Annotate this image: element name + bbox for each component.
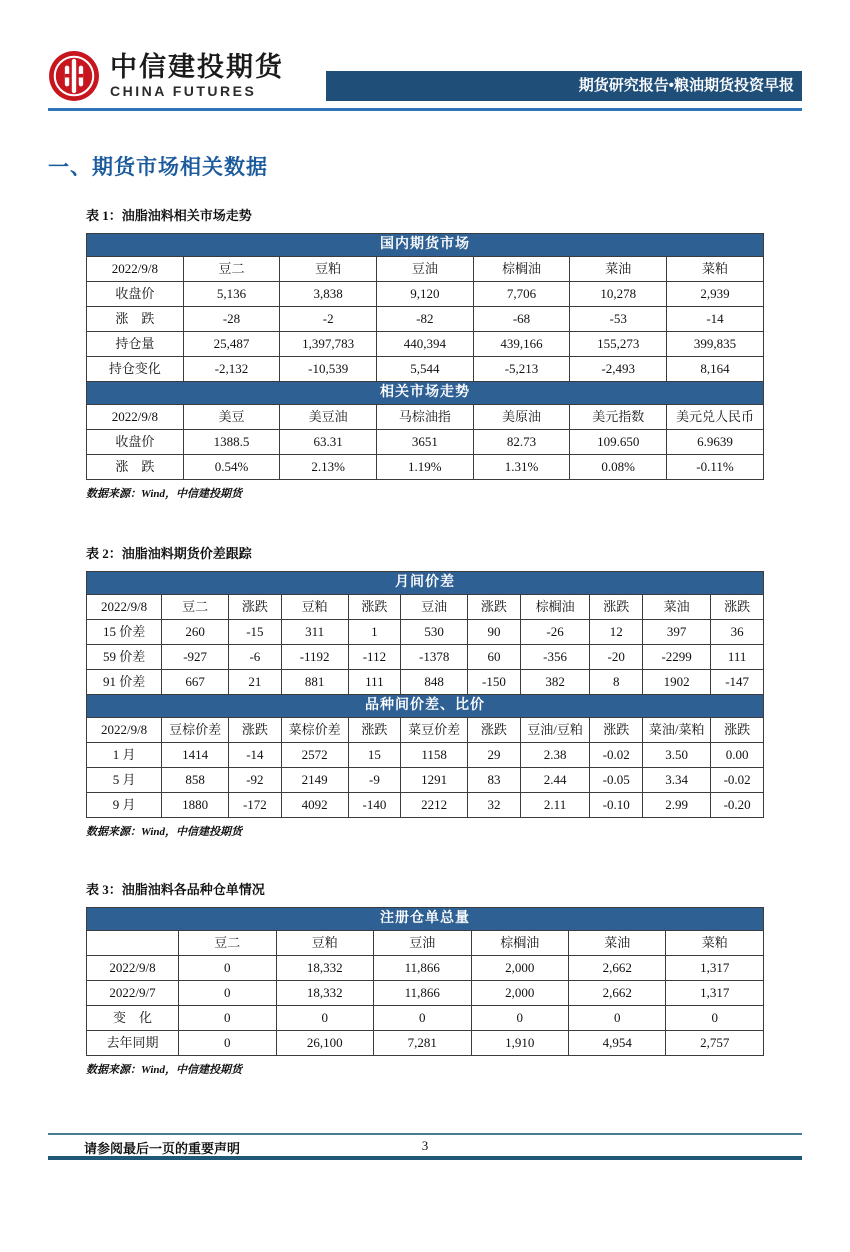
data-cell: 1414 — [162, 743, 229, 768]
column-header: 菜油/菜粕 — [643, 718, 711, 743]
data-cell: -20 — [590, 645, 643, 670]
column-header: 豆粕 — [281, 595, 348, 620]
column-header: 菜豆价差 — [401, 718, 468, 743]
table-row — [87, 768, 764, 793]
data-cell: -927 — [162, 645, 229, 670]
data-cell: 82.73 — [473, 430, 570, 455]
data-cell: 2572 — [281, 743, 348, 768]
column-header: 美豆 — [183, 405, 280, 430]
data-cell: -10,539 — [280, 357, 377, 382]
data-cell: -2 — [280, 307, 377, 332]
table-warehouse-receipts — [86, 907, 764, 1056]
data-cell: 260 — [162, 620, 229, 645]
row-label: 15 价差 — [87, 620, 162, 645]
row-label: 2022/9/7 — [87, 981, 179, 1006]
column-header: 涨跌 — [229, 595, 282, 620]
data-cell: 0 — [666, 1006, 764, 1031]
column-header: 豆二 — [162, 595, 229, 620]
table-row — [87, 455, 764, 480]
data-cell: 0 — [471, 1006, 568, 1031]
data-cell: 0.00 — [711, 743, 764, 768]
data-cell: -150 — [468, 670, 521, 695]
row-label: 5 月 — [87, 768, 162, 793]
data-cell: 2.13% — [280, 455, 377, 480]
column-header: 美原油 — [473, 405, 570, 430]
logo-text — [110, 53, 284, 98]
table1-source-note: 数据来源：Wind，中信建投期货 — [86, 488, 243, 500]
column-header: 菜油 — [570, 257, 667, 282]
table-band-title: 月间价差 — [87, 572, 764, 595]
column-header: 豆油 — [377, 257, 474, 282]
data-cell: 1,910 — [471, 1031, 568, 1056]
column-header: 涨跌 — [229, 718, 282, 743]
data-cell: 5,136 — [183, 282, 280, 307]
data-cell: -92 — [229, 768, 282, 793]
data-cell: 0 — [569, 1006, 666, 1031]
table-row — [87, 981, 764, 1006]
data-cell: 26,100 — [276, 1031, 373, 1056]
data-cell: 10,278 — [570, 282, 667, 307]
data-cell: -53 — [570, 307, 667, 332]
table3-caption: 表 3：油脂油料各品种仓单情况 — [86, 882, 265, 897]
data-cell: -14 — [229, 743, 282, 768]
table-band-row — [87, 695, 764, 718]
data-cell: 2,662 — [569, 981, 666, 1006]
data-cell: 3.34 — [643, 768, 711, 793]
data-cell: 0 — [179, 956, 276, 981]
data-cell: -112 — [348, 645, 401, 670]
table-header-row — [87, 405, 764, 430]
column-header: 涨跌 — [468, 718, 521, 743]
data-cell: 0 — [179, 981, 276, 1006]
data-cell: -0.05 — [590, 768, 643, 793]
data-cell: 2,000 — [471, 981, 568, 1006]
column-header: 2022/9/8 — [87, 405, 184, 430]
column-header: 涨跌 — [348, 718, 401, 743]
column-header: 豆油 — [374, 931, 471, 956]
data-cell: -5,213 — [473, 357, 570, 382]
data-cell: 83 — [468, 768, 521, 793]
data-cell: 111 — [348, 670, 401, 695]
column-header: 菜油 — [643, 595, 711, 620]
table2-source-note: 数据来源：Wind，中信建投期货 — [86, 826, 243, 838]
data-cell: 4092 — [281, 793, 348, 818]
column-header: 菜粕 — [666, 931, 764, 956]
table-band-row — [87, 234, 764, 257]
data-cell: 2212 — [401, 793, 468, 818]
data-cell: 2.38 — [520, 743, 590, 768]
data-cell: -1378 — [401, 645, 468, 670]
table-band-title: 国内期货市场 — [87, 234, 764, 257]
column-header: 涨跌 — [590, 595, 643, 620]
column-header: 美豆油 — [280, 405, 377, 430]
data-cell: 3.50 — [643, 743, 711, 768]
column-header: 菜粕 — [667, 257, 764, 282]
data-cell: -0.02 — [590, 743, 643, 768]
footer-row — [48, 1136, 802, 1156]
data-cell: 2,662 — [569, 956, 666, 981]
table-band-row — [87, 382, 764, 405]
data-cell: 8,164 — [667, 357, 764, 382]
data-cell: 25,487 — [183, 332, 280, 357]
column-header: 涨跌 — [468, 595, 521, 620]
header-divider-line — [48, 108, 802, 111]
column-header: 豆粕 — [280, 257, 377, 282]
table-row — [87, 1031, 764, 1056]
table-row — [87, 1006, 764, 1031]
data-cell: 1880 — [162, 793, 229, 818]
data-cell: -0.10 — [590, 793, 643, 818]
data-cell: 1291 — [401, 768, 468, 793]
data-cell: -2,132 — [183, 357, 280, 382]
data-cell: 0 — [179, 1006, 276, 1031]
data-cell: -82 — [377, 307, 474, 332]
row-label: 收盘价 — [87, 282, 184, 307]
table-band-title: 相关市场走势 — [87, 382, 764, 405]
row-label: 1 月 — [87, 743, 162, 768]
data-cell: -0.11% — [667, 455, 764, 480]
column-header: 棕榈油 — [471, 931, 568, 956]
table-spread-tracking — [86, 571, 764, 818]
table-row — [87, 956, 764, 981]
row-label: 2022/9/8 — [87, 956, 179, 981]
data-cell: 6.9639 — [667, 430, 764, 455]
data-cell: 1.19% — [377, 455, 474, 480]
data-cell: 1.31% — [473, 455, 570, 480]
data-cell: 60 — [468, 645, 521, 670]
data-cell: 155,273 — [570, 332, 667, 357]
data-cell: 1,397,783 — [280, 332, 377, 357]
data-cell: 21 — [229, 670, 282, 695]
data-cell: 2,757 — [666, 1031, 764, 1056]
row-label: 涨 跌 — [87, 307, 184, 332]
data-cell: 29 — [468, 743, 521, 768]
data-cell: 109.650 — [570, 430, 667, 455]
column-header: 2022/9/8 — [87, 257, 184, 282]
page-header — [48, 50, 802, 102]
table-row — [87, 620, 764, 645]
data-cell: -2,493 — [570, 357, 667, 382]
table-row — [87, 332, 764, 357]
data-cell: -28 — [183, 307, 280, 332]
column-header: 豆棕价差 — [162, 718, 229, 743]
data-cell: 1158 — [401, 743, 468, 768]
data-cell: 382 — [520, 670, 590, 695]
table-market-overview — [86, 233, 764, 480]
column-header: 2022/9/8 — [87, 595, 162, 620]
data-cell: 12 — [590, 620, 643, 645]
data-cell: 0 — [276, 1006, 373, 1031]
data-cell: 111 — [711, 645, 764, 670]
data-cell: 311 — [281, 620, 348, 645]
data-cell: 1,317 — [666, 981, 764, 1006]
data-cell: -172 — [229, 793, 282, 818]
data-cell: 397 — [643, 620, 711, 645]
column-header: 棕榈油 — [473, 257, 570, 282]
table-header-row — [87, 718, 764, 743]
data-cell: 8 — [590, 670, 643, 695]
table-header-row — [87, 931, 764, 956]
data-cell: -26 — [520, 620, 590, 645]
data-cell: 2149 — [281, 768, 348, 793]
column-header: 2022/9/8 — [87, 718, 162, 743]
data-cell: 2.11 — [520, 793, 590, 818]
row-label: 持仓变化 — [87, 357, 184, 382]
data-cell: 4,954 — [569, 1031, 666, 1056]
page-footer — [48, 1133, 802, 1160]
column-header: 豆粕 — [276, 931, 373, 956]
data-cell: -68 — [473, 307, 570, 332]
column-header: 豆油 — [401, 595, 468, 620]
logo-name-en: CHINA FUTURES — [110, 82, 257, 99]
section-title: 一、期货市场相关数据 — [48, 156, 268, 179]
column-header: 涨跌 — [711, 595, 764, 620]
data-cell: 9,120 — [377, 282, 474, 307]
data-cell: 0.54% — [183, 455, 280, 480]
data-cell: 32 — [468, 793, 521, 818]
data-cell: 399,835 — [667, 332, 764, 357]
data-cell: 11,866 — [374, 956, 471, 981]
data-cell: 18,332 — [276, 981, 373, 1006]
column-header: 豆油/豆粕 — [520, 718, 590, 743]
data-cell: 0.08% — [570, 455, 667, 480]
row-label: 59 价差 — [87, 645, 162, 670]
data-cell: -9 — [348, 768, 401, 793]
table-row — [87, 357, 764, 382]
data-cell: -14 — [667, 307, 764, 332]
column-header: 棕榈油 — [520, 595, 590, 620]
report-type-banner: 期货研究报告•粮油期货投资早报 — [326, 71, 802, 101]
data-cell: 439,166 — [473, 332, 570, 357]
footer-disclaimer: 请参阅最后一页的重要声明 — [84, 1141, 241, 1156]
table-row — [87, 430, 764, 455]
data-cell: 7,281 — [374, 1031, 471, 1056]
column-header: 涨跌 — [348, 595, 401, 620]
data-cell: -2299 — [643, 645, 711, 670]
row-label: 涨 跌 — [87, 455, 184, 480]
column-header: 涨跌 — [711, 718, 764, 743]
citic-emblem-icon — [48, 50, 100, 102]
data-cell: 3,838 — [280, 282, 377, 307]
row-label: 收盘价 — [87, 430, 184, 455]
data-cell: 1 — [348, 620, 401, 645]
column-header: 马棕油指 — [377, 405, 474, 430]
data-cell: 63.31 — [280, 430, 377, 455]
data-cell: 36 — [711, 620, 764, 645]
data-cell: 530 — [401, 620, 468, 645]
table-row — [87, 743, 764, 768]
data-cell: 2.44 — [520, 768, 590, 793]
data-cell: 18,332 — [276, 956, 373, 981]
data-cell: 90 — [468, 620, 521, 645]
data-cell: 0 — [374, 1006, 471, 1031]
data-cell: -147 — [711, 670, 764, 695]
data-cell: 2,000 — [471, 956, 568, 981]
row-label: 持仓量 — [87, 332, 184, 357]
table-row — [87, 793, 764, 818]
table-row — [87, 282, 764, 307]
table-band-title: 品种间价差、比价 — [87, 695, 764, 718]
data-cell: -0.20 — [711, 793, 764, 818]
data-cell: -1192 — [281, 645, 348, 670]
data-cell: -356 — [520, 645, 590, 670]
data-cell: 3651 — [377, 430, 474, 455]
table-row — [87, 670, 764, 695]
data-cell: 5,544 — [377, 357, 474, 382]
data-cell: 848 — [401, 670, 468, 695]
row-label: 变 化 — [87, 1006, 179, 1031]
column-header: 豆二 — [183, 257, 280, 282]
data-cell: 1388.5 — [183, 430, 280, 455]
column-header: 美元指数 — [570, 405, 667, 430]
data-cell: 11,866 — [374, 981, 471, 1006]
report-page — [0, 50, 850, 1252]
table-header-row — [87, 595, 764, 620]
table-row — [87, 307, 764, 332]
page-number: 3 — [421, 1138, 429, 1153]
table-band-row — [87, 908, 764, 931]
column-header: 美元兑人民币 — [667, 405, 764, 430]
data-cell: 667 — [162, 670, 229, 695]
table1-caption: 表 1：油脂油料相关市场走势 — [86, 208, 252, 223]
column-header: 涨跌 — [590, 718, 643, 743]
data-cell: 15 — [348, 743, 401, 768]
column-header: 豆二 — [179, 931, 276, 956]
row-label: 9 月 — [87, 793, 162, 818]
company-logo — [48, 50, 284, 102]
table-header-row — [87, 257, 764, 282]
data-cell: -6 — [229, 645, 282, 670]
data-cell: 881 — [281, 670, 348, 695]
data-cell: -0.02 — [711, 768, 764, 793]
table3-source-note: 数据来源：Wind，中信建投期货 — [86, 1064, 243, 1076]
data-cell: 7,706 — [473, 282, 570, 307]
row-label: 去年同期 — [87, 1031, 179, 1056]
data-cell: 2.99 — [643, 793, 711, 818]
data-cell: 858 — [162, 768, 229, 793]
table2-caption: 表 2：油脂油料期货价差跟踪 — [86, 546, 252, 561]
data-cell: -140 — [348, 793, 401, 818]
data-cell: 1,317 — [666, 956, 764, 981]
data-cell: 2,939 — [667, 282, 764, 307]
column-header: 菜棕价差 — [281, 718, 348, 743]
data-cell: 1902 — [643, 670, 711, 695]
row-label: 91 价差 — [87, 670, 162, 695]
data-cell: -15 — [229, 620, 282, 645]
table-band-row — [87, 572, 764, 595]
table-band-title: 注册仓单总量 — [87, 908, 764, 931]
column-header — [87, 931, 179, 956]
footer-top-line — [48, 1133, 802, 1135]
column-header: 菜油 — [569, 931, 666, 956]
logo-name-cn: 中信建投期货 — [110, 52, 284, 83]
data-cell: 440,394 — [377, 332, 474, 357]
data-cell: 0 — [179, 1031, 276, 1056]
table-row — [87, 645, 764, 670]
